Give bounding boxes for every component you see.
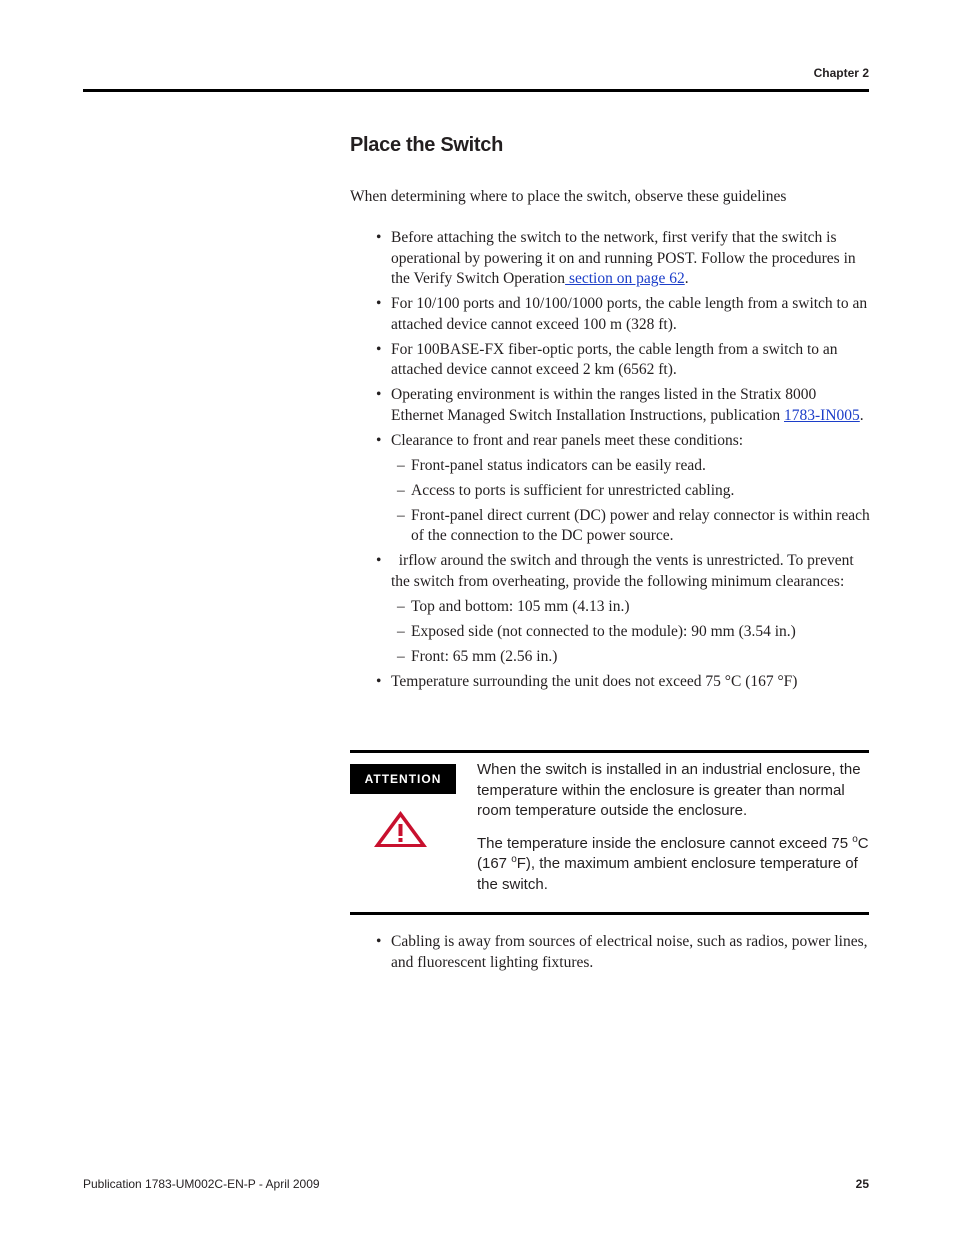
list-item: • Cabling is away from sources of electrical noise, such as radios, power lines, and fluorescent lighting fixtures. [376, 933, 868, 971]
publication-link[interactable]: 1783-IN005 [784, 406, 860, 424]
intro-paragraph: When determining where to place the switch, observe these guidelines [350, 188, 787, 205]
sub-list-item: – Exposed side (not connected to the module): 90 mm (3.54 in.) [350, 622, 870, 643]
bullet-icon: • [376, 340, 382, 358]
publication-footer: Publication 1783-UM002C-EN-P - April 2009 [83, 1177, 320, 1191]
bullet-icon: • [376, 672, 382, 690]
bullet-icon: • [376, 431, 382, 449]
warning-triangle-icon [373, 810, 428, 853]
page-number: 25 [855, 1177, 869, 1191]
list-item: • Before attaching the switch to the network, first verify that the switch is operational by powering it on and running POST. Follow the procedures in the Verify Switch Operation section on page 62. [376, 229, 856, 287]
dash-icon: – [397, 456, 405, 474]
dash-icon: – [397, 506, 405, 524]
dash-icon: – [397, 647, 405, 665]
dash-icon: – [397, 481, 405, 499]
attention-paragraph: When the switch is installed in an industrial enclosure, the temperature within the enclosure is greater than normal room temperature outside the enclosure. [477, 761, 861, 819]
attention-label: ATTENTION [350, 764, 456, 794]
attention-paragraph: The temperature inside the enclosure cannot exceed 75 $^o$C (167 $^o$F), the maximum ambient enclosure temperature of the switch. [477, 833, 869, 893]
dash-icon: – [397, 597, 405, 615]
attention-top-rule [350, 750, 869, 753]
list-item: • For 10/100 ports and 10/100/1000 ports, the cable length from a switch to an attached device cannot exceed 100 m (328 ft). [376, 295, 868, 333]
bullet-icon: • [376, 933, 382, 950]
bullet-icon: • [376, 386, 382, 403]
list-item: • For 100BASE-FX fiber-optic ports, the cable length from a switch to an attached device cannot exceed 2 km (6562 ft). [376, 340, 838, 378]
header-rule [83, 89, 869, 92]
chapter-label: Chapter 2 [813, 66, 869, 80]
bullet-icon: • [376, 229, 382, 246]
list-item: • Clearance to front and rear panels meet these conditions: [350, 431, 870, 452]
sub-list-item: – Front-panel status indicators can be easily read. [350, 456, 870, 477]
sub-list-item: – Front-panel direct current (DC) power and relay connector is within reach of the connection to the DC power source. [397, 506, 870, 544]
section-page-link[interactable]: section on page 62 [565, 270, 685, 287]
sub-list-item: – Top and bottom: 105 mm (4.13 in.) [350, 597, 870, 618]
guidelines-list-upper [350, 228, 870, 697]
attention-text [477, 760, 869, 907]
bullet-icon: • [376, 295, 382, 312]
dash-icon: – [397, 622, 405, 640]
sub-list-item: – Front: 65 mm (2.56 in.) [350, 647, 870, 668]
guidelines-list-lower [350, 932, 870, 978]
section-title: Place the Switch [350, 134, 504, 156]
list-item: • Operating environment is within the ranges listed in the Stratix 8000 Ethernet Managed Switch Installation Instructions, publication 1783-IN005. [376, 386, 864, 424]
list-item: • irflow around the switch and through the vents is unrestricted. To prevent the switch from overheating, provide the following minimum clearances: [376, 552, 858, 590]
list-item: • Temperature surrounding the unit does not exceed 75 °C (167 °F) [350, 672, 870, 693]
bullet-icon: • [376, 552, 382, 569]
sub-list-item: – Access to ports is sufficient for unrestricted cabling. [350, 481, 870, 502]
attention-bottom-rule [350, 912, 869, 915]
